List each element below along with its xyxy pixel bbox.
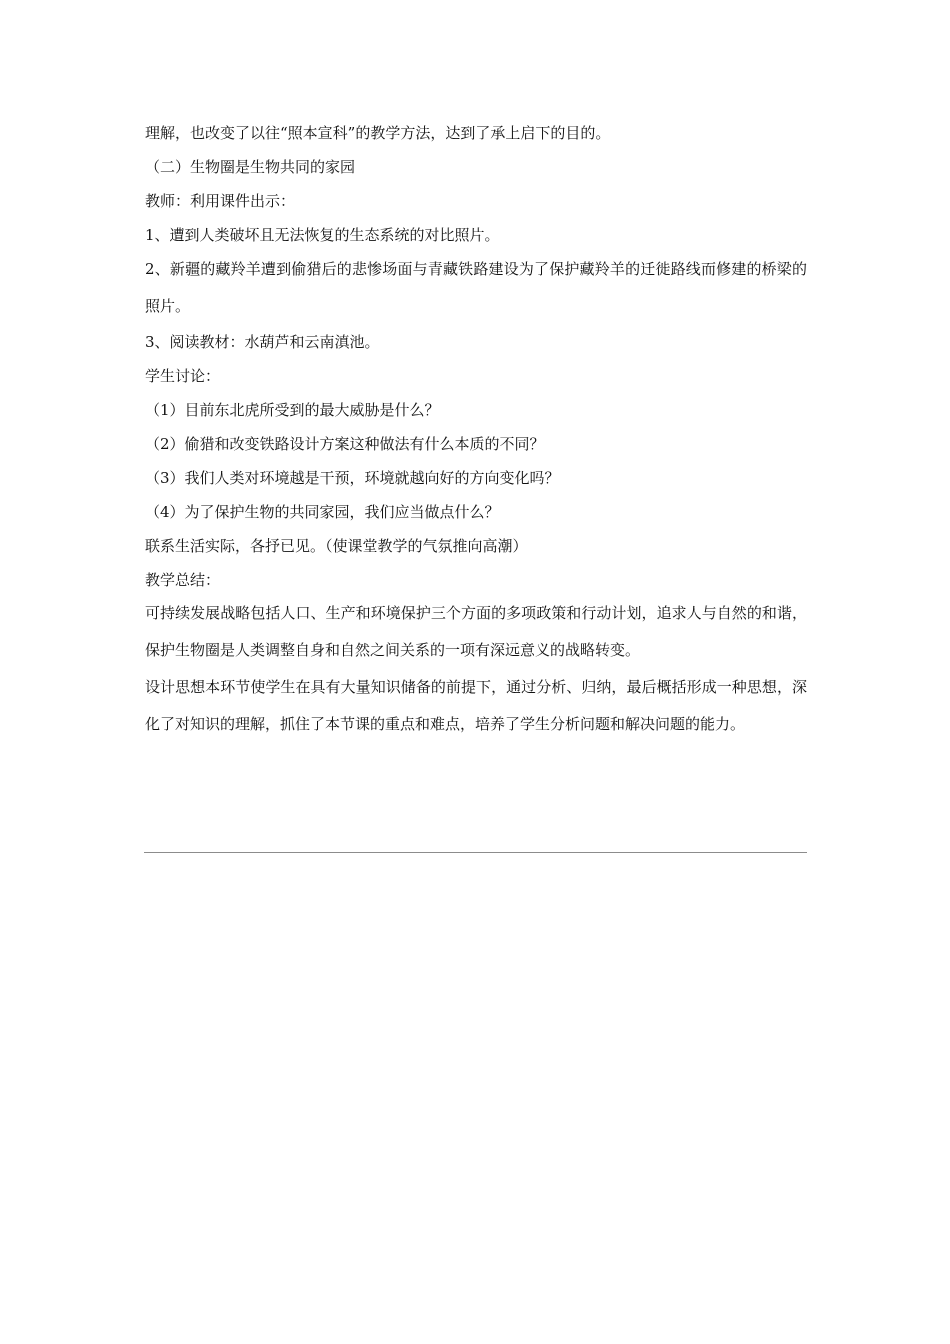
teacher-label: 教师：利用课件出示： xyxy=(145,192,296,210)
page-divider xyxy=(144,852,807,853)
discussion-label: 学生讨论： xyxy=(145,367,221,385)
question-2: （2）偷猎和改变铁路设计方案这种做法有什么本质的不同？ xyxy=(145,435,545,453)
list-item-3: 3、阅读教材：水葫芦和云南滇池。 xyxy=(145,333,380,351)
question-1: （1）目前东北虎所受到的最大威胁是什么？ xyxy=(145,401,440,419)
list-item-1: 1、遭到人类破坏且无法恢复的生态系统的对比照片。 xyxy=(145,226,500,244)
summary-paragraph: 可持续发展战略包括人口、生产和环境保护三个方面的多项政策和行动计划，追求人与自然的和谐，保护生物圈是人类调整自身和自然之间关系的一项有深远意义的战略转变。 xyxy=(145,604,807,659)
design-idea-paragraph: 设计思想本环节使学生在具有大量知识储备的前提下，通过分析、归纳，最后概括形成一种思想，深化了对知识的理解，抓住了本节课的重点和难点，培养了学生分析问题和解决问题的能力。 xyxy=(145,678,807,733)
question-3: （3）我们人类对环境越是干预，环境就越向好的方向变化吗？ xyxy=(145,469,560,487)
list-item-2: 2、新疆的藏羚羊遭到偷猎后的悲惨场面与青藏铁路建设为了保护藏羚羊的迁徙路线而修建的桥梁的照片。 xyxy=(145,260,807,315)
discussion-note: 联系生活实际，各抒已见。（使课堂教学的气氛推向高潮） xyxy=(145,537,528,555)
question-4: （4）为了保护生物的共同家园，我们应当做点什么？ xyxy=(145,503,500,521)
summary-label: 教学总结： xyxy=(145,571,221,589)
section-heading: （二）生物圈是生物共同的家园 xyxy=(145,158,356,176)
paragraph-intro-continuation: 理解，也改变了以往“照本宣科”的教学方法，达到了承上启下的目的。 xyxy=(145,124,611,142)
document-body xyxy=(145,122,807,743)
